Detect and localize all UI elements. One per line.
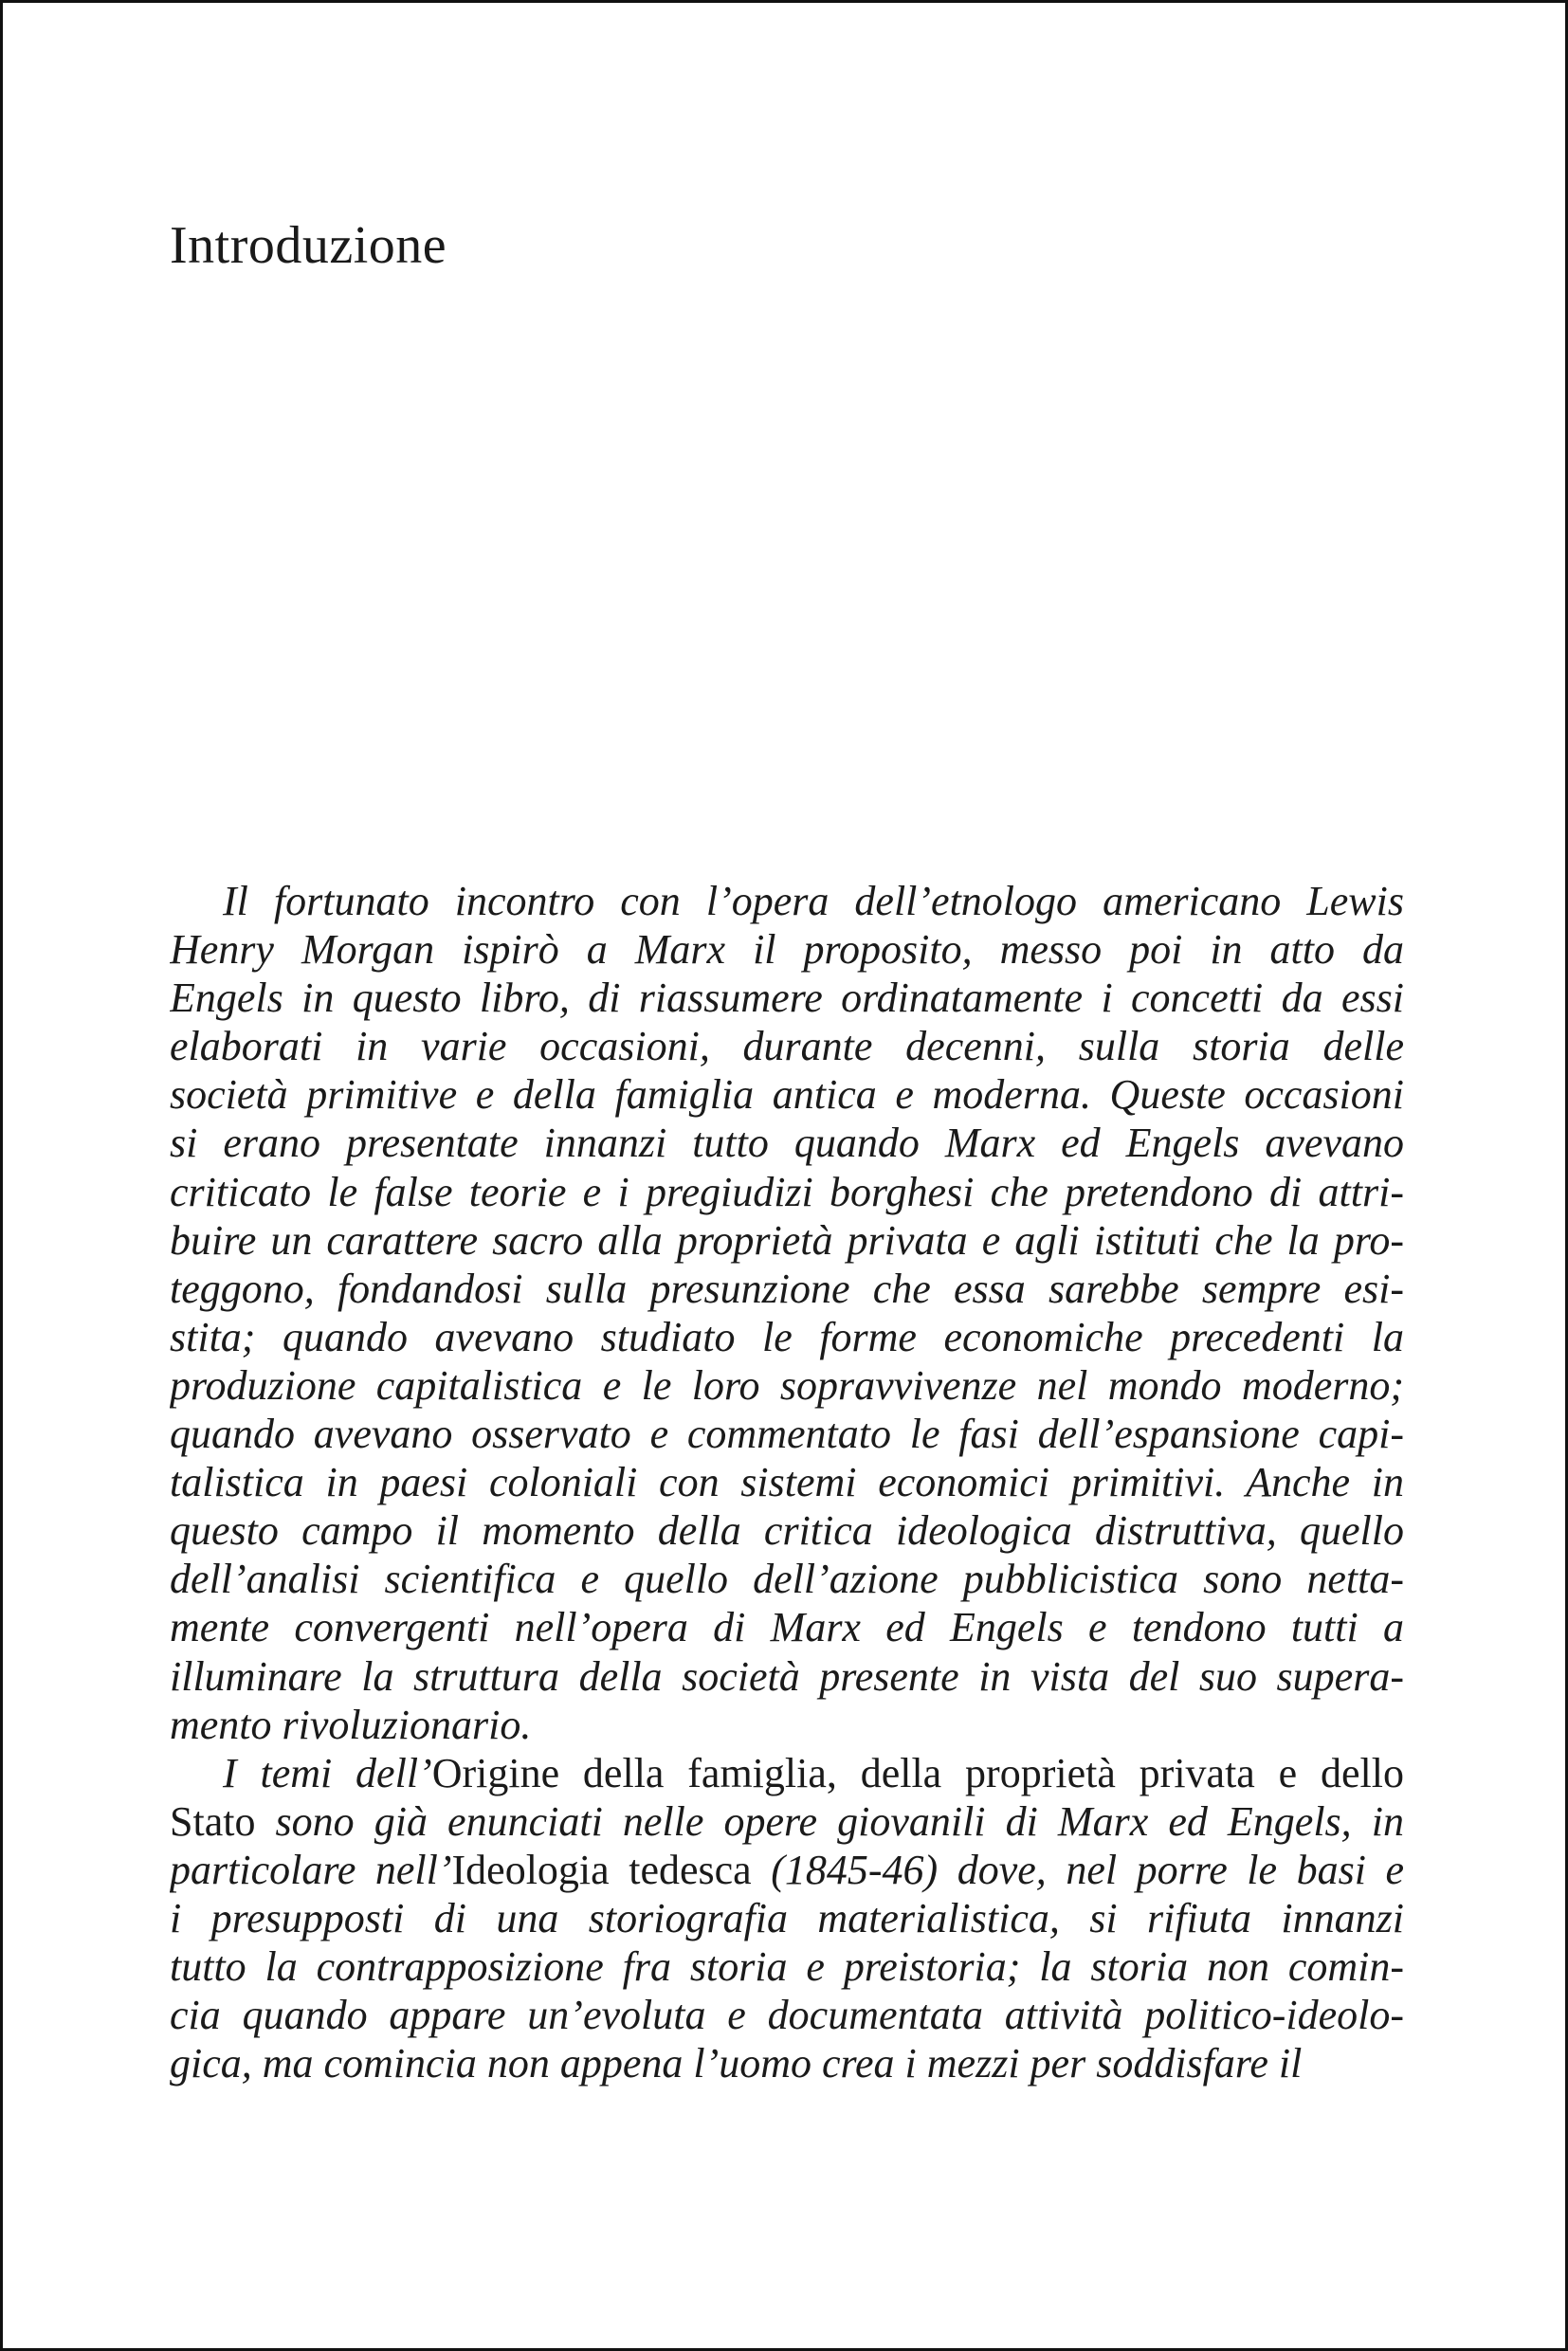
- italic-text: tutto la contrapposizione fra storia e preistoria; la storia non comin-: [170, 1943, 1404, 1991]
- text-line: [170, 1168, 1404, 1216]
- italic-text: stita; quando avevano studiato le forme economiche precedenti la: [170, 1313, 1404, 1360]
- text-line: [170, 1894, 1404, 1942]
- text-line: [170, 1119, 1404, 1167]
- text-line: [170, 1458, 1404, 1506]
- italic-text: Engels in questo libro, di riassumere ordinatamente i concetti da essi: [170, 975, 1404, 1022]
- italic-text: particolare nell’: [170, 1846, 452, 1893]
- italic-text: mente convergenti nell’opera di Marx ed Engels e tendono tutti a: [170, 1604, 1404, 1651]
- italic-text: I temi dell’: [223, 1749, 432, 1796]
- text-line: [170, 1410, 1404, 1458]
- italic-text: talistica in paesi coloniali con sistemi economici primitivi. Anche in: [170, 1459, 1404, 1506]
- italic-text: Il fortunato incontro con l’opera dell’etnologo americano Lewis: [223, 878, 1404, 924]
- italic-text: mento rivoluzionario.: [170, 1701, 532, 1748]
- text-line: [170, 1991, 1404, 2039]
- text-line: [170, 1070, 1404, 1119]
- text-line: [170, 1506, 1404, 1555]
- text-line: [170, 1942, 1404, 1991]
- text-line: [170, 1652, 1404, 1701]
- text-line: [170, 1361, 1404, 1410]
- italic-text: teggono, fondandosi sulla presunzione che essa sarebbe sempre esi-: [170, 1265, 1404, 1312]
- italic-text: illuminare la struttura della società presente in vista del suo supera-: [170, 1652, 1404, 1700]
- italic-text: Henry Morgan ispirò a Marx il proposito, messo poi in atto da: [170, 926, 1404, 974]
- italic-text: criticato le false teorie e i pregiudizi borghesi che pretendono di attri-: [170, 1168, 1404, 1215]
- text-line: [170, 1555, 1404, 1603]
- text-line: [170, 1846, 1404, 1894]
- text-line: [170, 974, 1404, 1022]
- italic-text: società primitive e della famiglia antica e moderna. Queste occasioni: [170, 1071, 1404, 1119]
- italic-text: sono già enunciati nelle opere giovanili di Marx ed Engels, in: [255, 1797, 1404, 1845]
- italic-text: dell’analisi scientifica e quello dell’azione pubblicistica sono netta-: [170, 1556, 1404, 1603]
- italic-text: questo campo il momento della critica ideologica distruttiva, quello: [170, 1507, 1404, 1555]
- text-line: [170, 1022, 1404, 1070]
- roman-text: Origine della famiglia, della proprietà privata e dello: [431, 1749, 1404, 1796]
- text-line: [170, 1749, 1404, 1797]
- italic-text: cia quando appare un’evoluta e documentata attività politico-ideolo-: [170, 1992, 1404, 2039]
- text-line: [170, 925, 1404, 974]
- text-line: [170, 1313, 1404, 1361]
- body-text: [170, 877, 1404, 2087]
- italic-text: si erano presentate innanzi tutto quando Marx ed Engels avevano: [170, 1120, 1404, 1167]
- italic-text: elaborati in varie occasioni, durante decenni, sulla storia delle: [170, 1023, 1404, 1070]
- text-line: [170, 877, 1404, 925]
- italic-text: gica, ma comincia non appena l’uomo crea i mezzi per soddisfare il: [170, 2040, 1303, 2087]
- text-line: [170, 1216, 1404, 1265]
- paragraph: [170, 877, 1404, 1749]
- italic-text: buire un carattere sacro alla proprietà privata e agli istituti che la pro-: [170, 1216, 1404, 1264]
- italic-text: i presupposti di una storiografia materialistica, si rifiuta innanzi: [170, 1894, 1404, 1941]
- text-line: [170, 2039, 1404, 2087]
- roman-text: Stato: [170, 1797, 256, 1845]
- text-line: [170, 1701, 1404, 1749]
- roman-text: Ideologia tedesca: [451, 1846, 752, 1893]
- italic-text: produzione capitalistica e le loro sopravvivenze nel mondo moderno;: [170, 1361, 1404, 1409]
- text-line: [170, 1797, 1404, 1846]
- paragraph: [170, 1749, 1404, 2088]
- chapter-title: Introduzione: [170, 216, 447, 275]
- text-line: [170, 1603, 1404, 1651]
- text-line: [170, 1265, 1404, 1313]
- italic-text: quando avevano osservato e commentato le fasi dell’espansione capi-: [170, 1411, 1404, 1458]
- italic-text: (1845-46) dove, nel porre le basi e: [751, 1846, 1404, 1893]
